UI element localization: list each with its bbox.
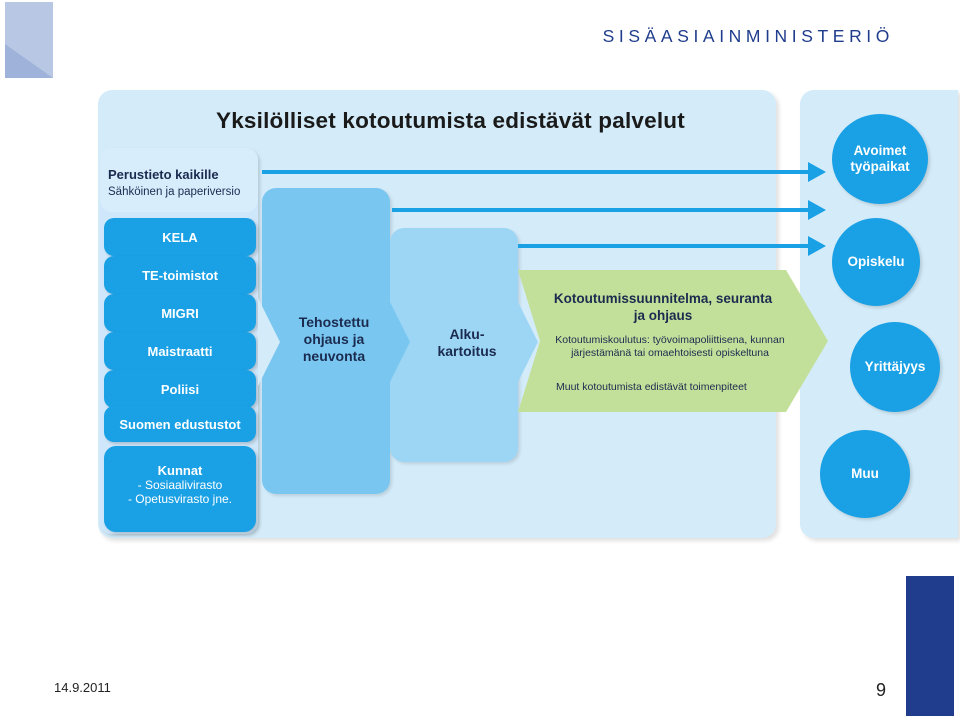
diagram-title: Yksilölliset kotoutumista edistävät palvelut: [216, 108, 685, 133]
kunnat-line-2: - Opetusvirasto jne.: [127, 492, 233, 506]
org-poliisi: Poliisi: [104, 370, 256, 408]
outcome-other: Muu: [820, 430, 910, 518]
basic-info-subtitle: Sähköinen ja paperiversio: [108, 186, 241, 198]
plan-body: Kotoutumiskoulutus: työvoimapoliittisena, kunnan järjestämänä tai omaehtoisesti opiskeltuna: [555, 334, 785, 359]
outcome-open-jobs: Avoimet työpaikat: [832, 114, 928, 204]
chevron-arrow-1: [258, 298, 280, 386]
org-te-toimistot: TE-toimistot: [104, 256, 256, 294]
footer-brand-bar: [906, 576, 954, 716]
stage-guidance-label: Tehostettu ohjaus ja neuvonta: [298, 314, 370, 364]
basic-info-title: Perustieto kaikille: [108, 167, 219, 182]
corner-triangle-decoration: [5, 44, 53, 78]
outcome-entrepreneurship: Yrittäjyys: [850, 322, 940, 412]
plan-title: Kotoutumissuunnitelma, seuranta ja ohjaus: [553, 291, 773, 323]
plan-footer: Muut kotoutumista edistävät toimenpiteet: [556, 381, 747, 393]
page-number: 9: [876, 680, 887, 700]
slide-date: 14.9.2011: [54, 680, 111, 695]
arrow-to-study: [518, 236, 826, 256]
org-maistraatti: Maistraatti: [104, 332, 256, 370]
org-kela: KELA: [104, 218, 256, 256]
arrow-middle: [392, 200, 826, 220]
chevron-arrow-2: [388, 298, 410, 386]
org-kunnat: [104, 446, 256, 532]
arrow-to-jobs: [262, 162, 826, 182]
kunnat-line-1: - Sosiaalivirasto: [137, 478, 223, 492]
ministry-logo-text: SISÄASIAINMINISTERIÖ: [602, 26, 894, 46]
outcome-study: Opiskelu: [832, 218, 920, 306]
flow-arrows: [256, 150, 836, 260]
org-migri: MIGRI: [104, 294, 256, 332]
kunnat-title: Kunnat: [157, 463, 203, 478]
org-suomen-edustustot: Suomen edustustot: [104, 406, 256, 442]
stage-assessment-label: Alku-kartoitus: [437, 326, 497, 359]
